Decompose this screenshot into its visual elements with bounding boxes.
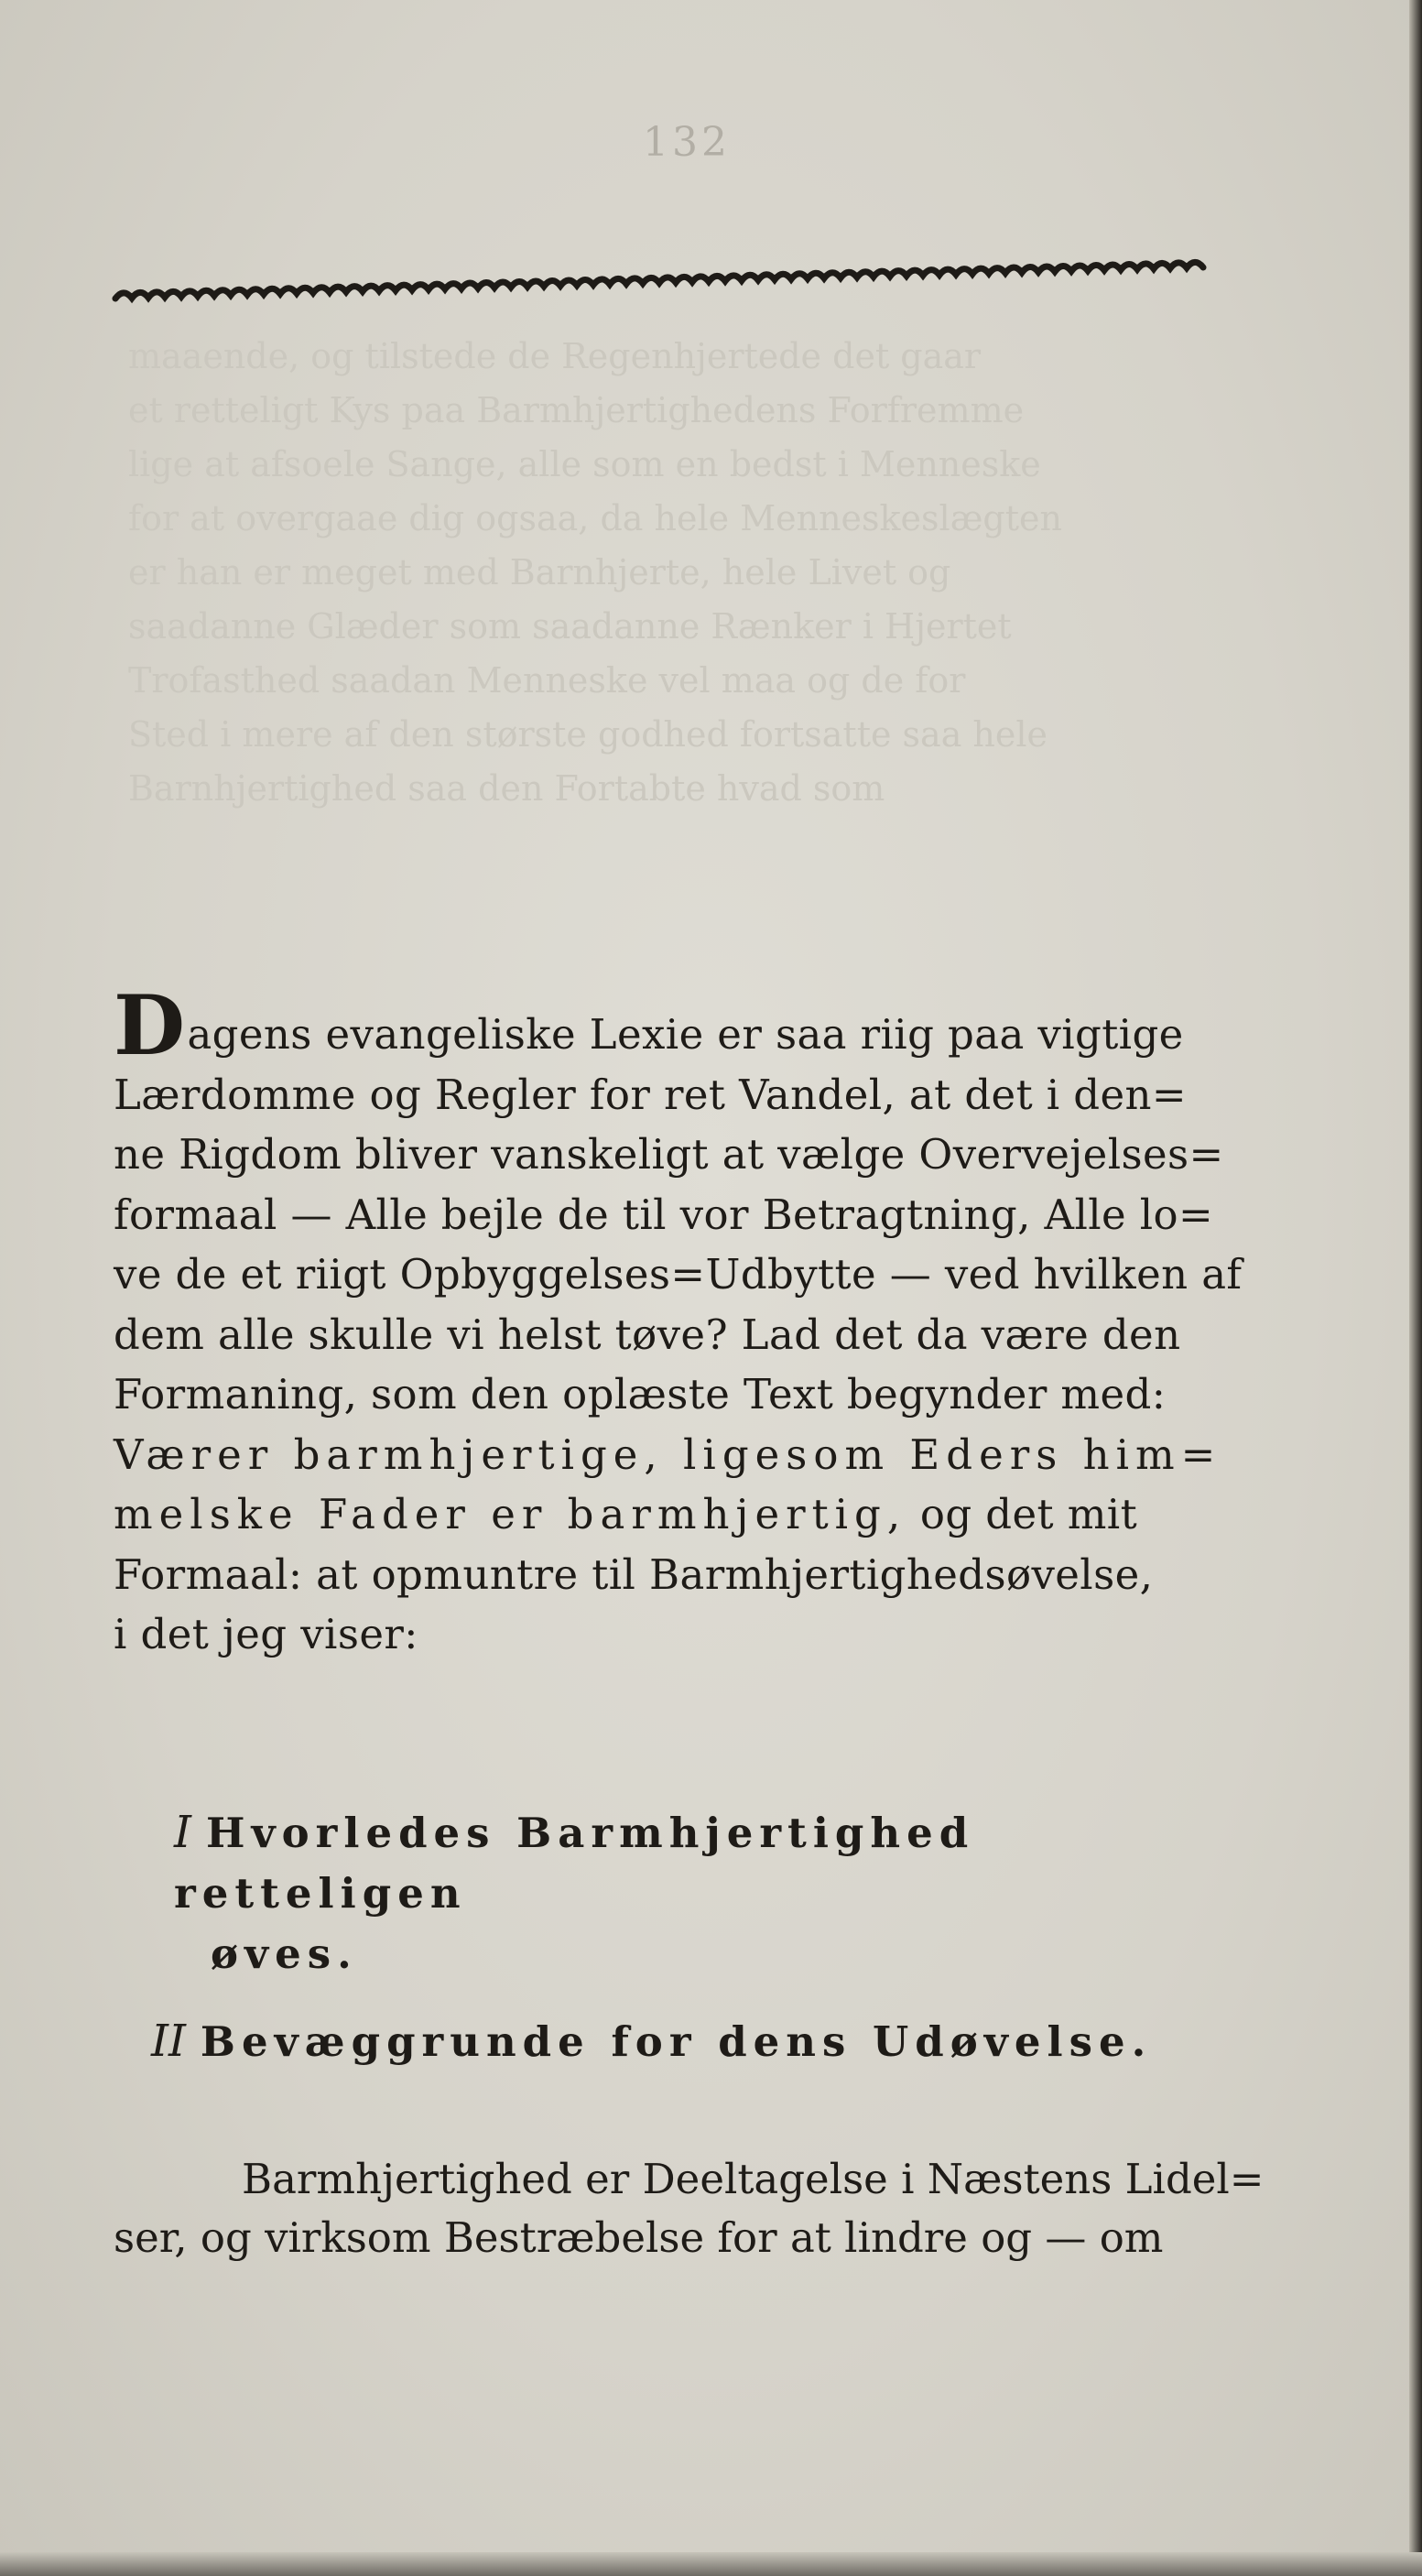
text-line: dem alle skulle vi helst tøve? Lad det da være den <box>114 1310 1181 1359</box>
section-heading-1 <box>174 1802 1254 1984</box>
line-text: agens evangeliske Lexie er saa riig paa vigtige <box>187 1010 1184 1059</box>
emphasized-quote-text: melske Fader er barmhjertig, <box>114 1490 907 1538</box>
second-paragraph <box>114 2150 1265 2267</box>
ghost-line: Trofasthed saadan Menneske vel maa og de for <box>128 660 966 701</box>
ghost-line: maaende, og tilstede de Regenhjertede det gaar <box>128 336 982 376</box>
opening-paragraph <box>114 977 1249 1665</box>
ghost-line: Sted i mere af den største godhed fortsatte saa hele <box>128 714 1048 755</box>
text-line: Barmhjertighed er Deeltagelse i Næstens Lidel= <box>242 2155 1265 2203</box>
text-line <box>114 1484 1249 1545</box>
drop-cap: D <box>114 977 186 1074</box>
show-through-text <box>128 330 1245 816</box>
text-line: ne Rigdom bliver vanskeligt at vælge Overvejelses= <box>114 1130 1224 1179</box>
section-title-continuation: øves. <box>211 1929 358 1978</box>
text-line: ve de et riigt Opbyggelses=Udbytte — ved hvilken af <box>114 1250 1243 1299</box>
section-title: Hvorledes Barmhjertighed retteligen <box>174 1809 975 1918</box>
section-number: II <box>151 2016 186 2067</box>
ghost-line: er han er meget med Barnhjerte, hele Livet og <box>128 552 951 592</box>
text-line <box>114 977 1249 1074</box>
text-line: Lærdomme og Regler for ret Vandel, at det i den= <box>114 1070 1187 1119</box>
line-text: og det mit <box>906 1490 1138 1538</box>
ghost-line: Barnhjertighed saa den Fortabte hvad som <box>128 768 885 809</box>
ghost-line: et retteligt Kys paa Barmhjertighedens Forfremme <box>128 390 1025 430</box>
page-edge-shadow <box>1409 0 1422 2576</box>
section-number: I <box>174 1807 191 1858</box>
ghost-line: lige at afsoele Sange, alle som en bedst i Menneske <box>128 444 1041 484</box>
text-line: i det jeg viser: <box>114 1610 418 1658</box>
text-line: Formaal: at opmuntre til Barmhjertighedsøvelse, <box>114 1549 1154 1599</box>
ghost-line: saadanne Glæder som saadanne Rænker i Hjertet <box>128 606 1012 647</box>
text-line: ser, og virksom Bestræbelse for at lindre og — om <box>114 2213 1164 2262</box>
text-line: formaal — Alle bejle de til vor Betragtning, Alle lo= <box>114 1190 1214 1239</box>
section-heading-2 <box>151 2011 1232 2072</box>
text-line: Formaning, som den oplæste Text begynder med: <box>114 1370 1167 1418</box>
ghost-line: for at overgaae dig ogsaa, da hele Menneskeslægten <box>128 498 1062 538</box>
emphasized-quote-line: Værer barmhjertige, ligesom Eders him= <box>114 1429 1222 1479</box>
section-title: Bevæggrunde for dens Udøvelse. <box>200 2017 1153 2066</box>
page-bottom-edge <box>0 2552 1422 2576</box>
decorative-rule <box>110 245 1220 310</box>
page-number: 132 <box>643 119 731 166</box>
